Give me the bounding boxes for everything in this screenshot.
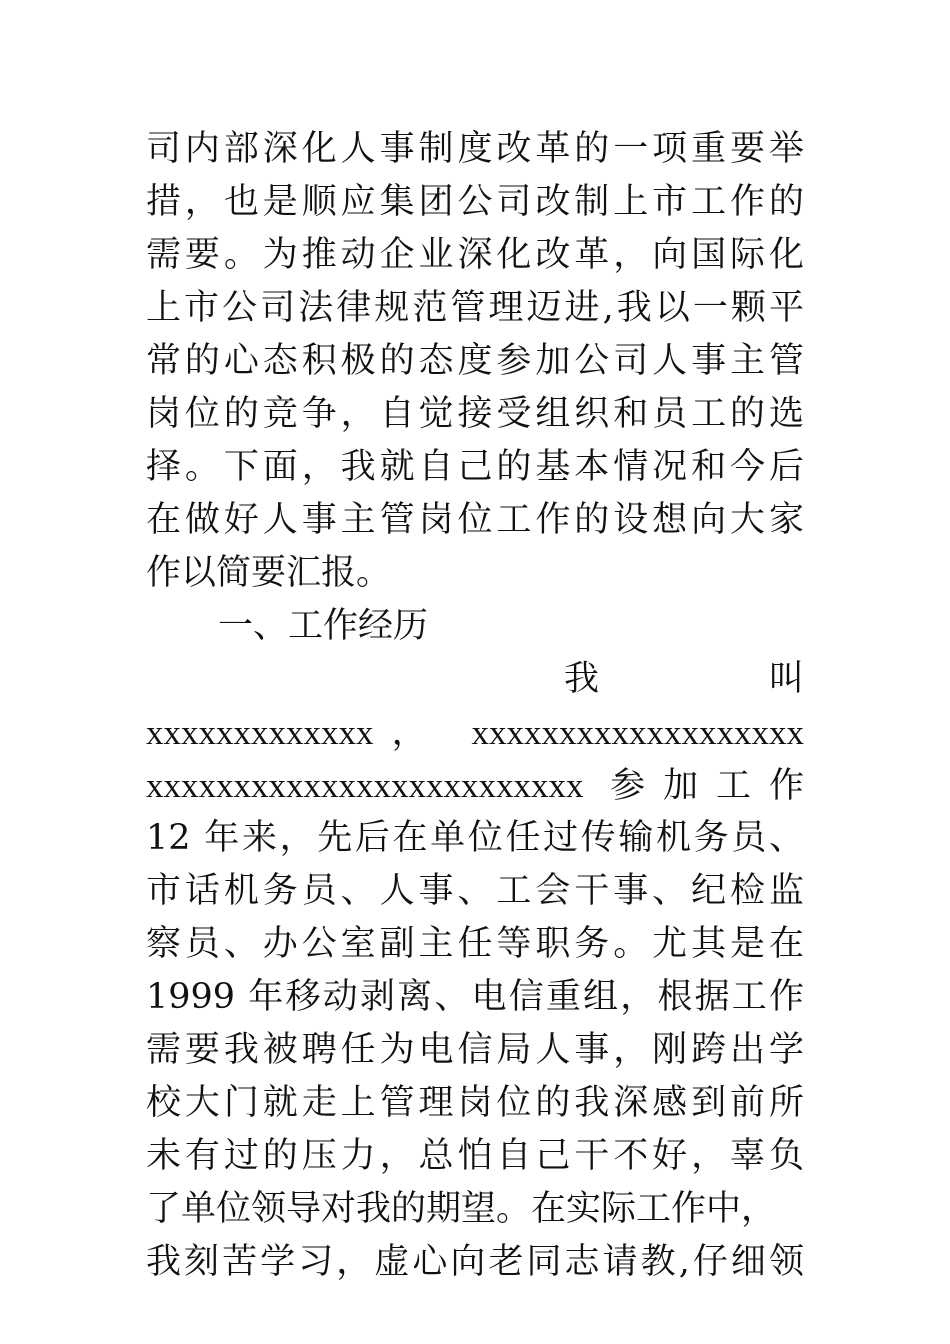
- text-line: 我刻苦学习，虚心向老同志请教,仔细领: [146, 1242, 804, 1282]
- name-line-left: 我: [564, 659, 600, 699]
- text-line: 察员、办公室副主任等职务。尤其是在: [146, 924, 804, 964]
- text-line: 需要。为推动企业深化改革，向国际化: [146, 235, 804, 275]
- text-line: 12 年来，先后在单位任过传输机务员、: [146, 818, 804, 858]
- text-line: 需要我被聘任为电信局人事，刚跨出学: [146, 1030, 804, 1070]
- text-line: 司内部深化人事制度改革的一项重要举: [146, 129, 804, 169]
- name-line-right: 叫: [768, 659, 804, 699]
- text-line: 上市公司法律规范管理迈进,我以一颗平: [146, 288, 804, 328]
- text-line: 措，也是顺应集团公司改制上市工作的: [146, 182, 804, 222]
- text-line: 常的心态积极的态度参加公司人事主管: [146, 341, 804, 381]
- text-line: 未有过的压力，总怕自己干不好，辜负: [146, 1136, 804, 1176]
- text-line: 市话机务员、人事、工会干事、纪检监: [146, 871, 804, 911]
- text-line: 作以简要汇报。: [146, 553, 392, 593]
- text-line: 岗位的竞争，自觉接受组织和员工的选: [146, 394, 804, 434]
- text-line: 校大门就走上管理岗位的我深感到前所: [146, 1083, 804, 1123]
- text-line: 在做好人事主管岗位工作的设想向大家: [146, 500, 804, 540]
- name-line: [146, 653, 804, 706]
- text-line: 了单位领导对我的期望。在实际工作中，: [146, 1189, 777, 1229]
- placeholder-line: xxxxxxxxxxxxx， xxxxxxxxxxxxxxxxxxx: [146, 713, 804, 752]
- placeholder-line: xxxxxxxxxxxxxxxxxxxxxxxxx 参加工作: [146, 766, 804, 805]
- text-line: 择。下面，我就自己的基本情况和今后: [146, 447, 804, 487]
- text-line: 1999 年移动剥离、电信重组，根据工作: [146, 977, 804, 1017]
- section-heading: 一、工作经历: [218, 606, 429, 646]
- document-body: [146, 123, 804, 1289]
